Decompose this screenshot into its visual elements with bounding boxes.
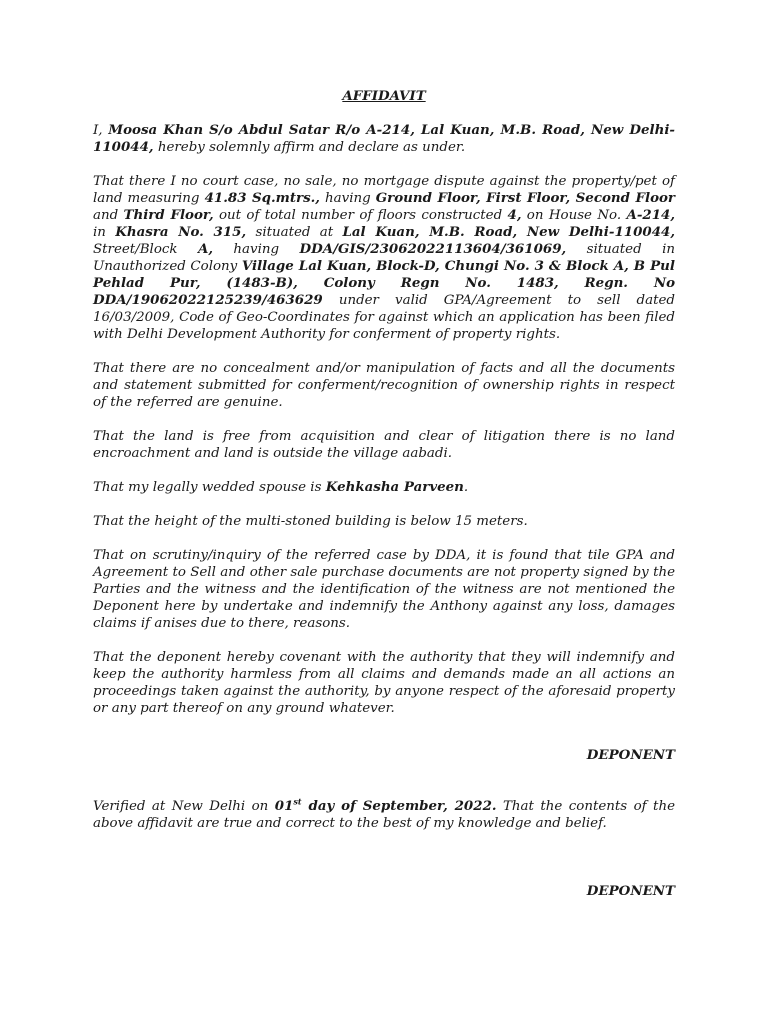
para-text: having — [319, 191, 376, 206]
floors-list: Ground Floor, First Floor, Second Floor — [375, 190, 675, 206]
property-paragraph — [93, 173, 675, 343]
para-text: Verified at New Delhi on — [93, 799, 275, 814]
indemnity-paragraph: That on scrutiny/inquiry of the referred case by DDA, it is found that tile GPA and Agreement to Sell and other sale purchase documents are not property signed by the Parties and the witness and the identification of the witness are not mentioned the Deponent here by undertake and indemnify the Anthony against any loss, damages claims if anises due to there, reasons. — [93, 548, 675, 631]
floor-count: 4, — [507, 207, 522, 223]
para-text: That there I no court case, no sale, no mortgage dispute against the property/pet of land measuring — [93, 174, 675, 206]
colony-details: Village Lal Kuan, Block-D, Chungi No. 3 & Block A, B Pul Pehlad Pur, (1483-B), Colony Regn No. 1483, Regn. No DDA/19062022125239/463629 — [93, 258, 675, 308]
spouse-paragraph — [93, 479, 675, 496]
para-text: That my legally wedded spouse is — [93, 480, 326, 495]
para-text: under valid GPA/Agreement to sell dated 16/03/2009, Code of Geo-Coordinates for against which an application has been filed with Delhi Development Authority for conferment of property rights. — [93, 293, 675, 342]
para-text: . — [463, 480, 469, 495]
para-text: situated in Unauthorized Colony — [93, 242, 675, 274]
deponent-identity: Moosa Khan S/o Abdul Satar R/o A-214, Lal Kuan, M.B. Road, New Delhi-110044, — [93, 122, 675, 155]
gis-number: DDA/GIS/23062022113604/361069, — [299, 241, 567, 257]
covenant-paragraph: That the deponent hereby covenant with the authority that they will indemnify and keep the authority harmless from all claims and demands made an all actions an proceedings taken against the authority, by anyone respect of the aforesaid property or any part thereof on any ground whatever. — [93, 650, 675, 716]
intro-text: I, — [93, 123, 109, 138]
verification-paragraph — [93, 798, 675, 832]
third-floor: Third Floor, — [123, 207, 214, 223]
para-text: on House No. — [521, 208, 627, 223]
verification-day: 01 — [274, 798, 294, 814]
block: A, — [197, 241, 213, 257]
para-text: Street/Block — [93, 242, 198, 257]
khasra-number: Khasra No. 315, — [115, 224, 247, 240]
para-text: That the contents of the above affidavit are true and correct to the best of my knowledge and belief. — [93, 799, 675, 831]
para-text: in — [93, 225, 116, 240]
document-title: AFFIDAVIT — [342, 88, 426, 104]
ordinal-suffix: st — [293, 796, 302, 807]
land-status-paragraph: That the land is free from acquisition and clear of litigation there is no land encroachment and land is outside the village aabadi. — [93, 429, 675, 461]
genuineness-paragraph: That there are no concealment and/or manipulation of facts and all the documents and statement submitted for conferment/recognition of ownership rights in respect of the referred are genuine. — [93, 361, 675, 410]
area-value: 41.83 Sq.mtrs., — [204, 190, 320, 206]
verification-date: day of September, 2022. — [301, 798, 497, 814]
spouse-name: Kehkasha Parveen — [325, 479, 464, 495]
intro-text: hereby solemnly affirm and declare as under. — [153, 140, 466, 155]
para-text: situated at — [246, 225, 343, 240]
para-text: out of total number of floors constructed — [213, 208, 508, 223]
para-text: and — [93, 208, 124, 223]
para-text: having — [213, 242, 300, 257]
deponent-signature-label: DEPONENT — [586, 747, 675, 763]
intro-paragraph — [93, 122, 675, 156]
location: Lal Kuan, M.B. Road, New Delhi-110044, — [342, 224, 676, 240]
height-paragraph: That the height of the multi-stoned building is below 15 meters. — [93, 514, 528, 529]
deponent-signature-label: DEPONENT — [586, 883, 675, 899]
house-number: A-214, — [626, 207, 676, 223]
